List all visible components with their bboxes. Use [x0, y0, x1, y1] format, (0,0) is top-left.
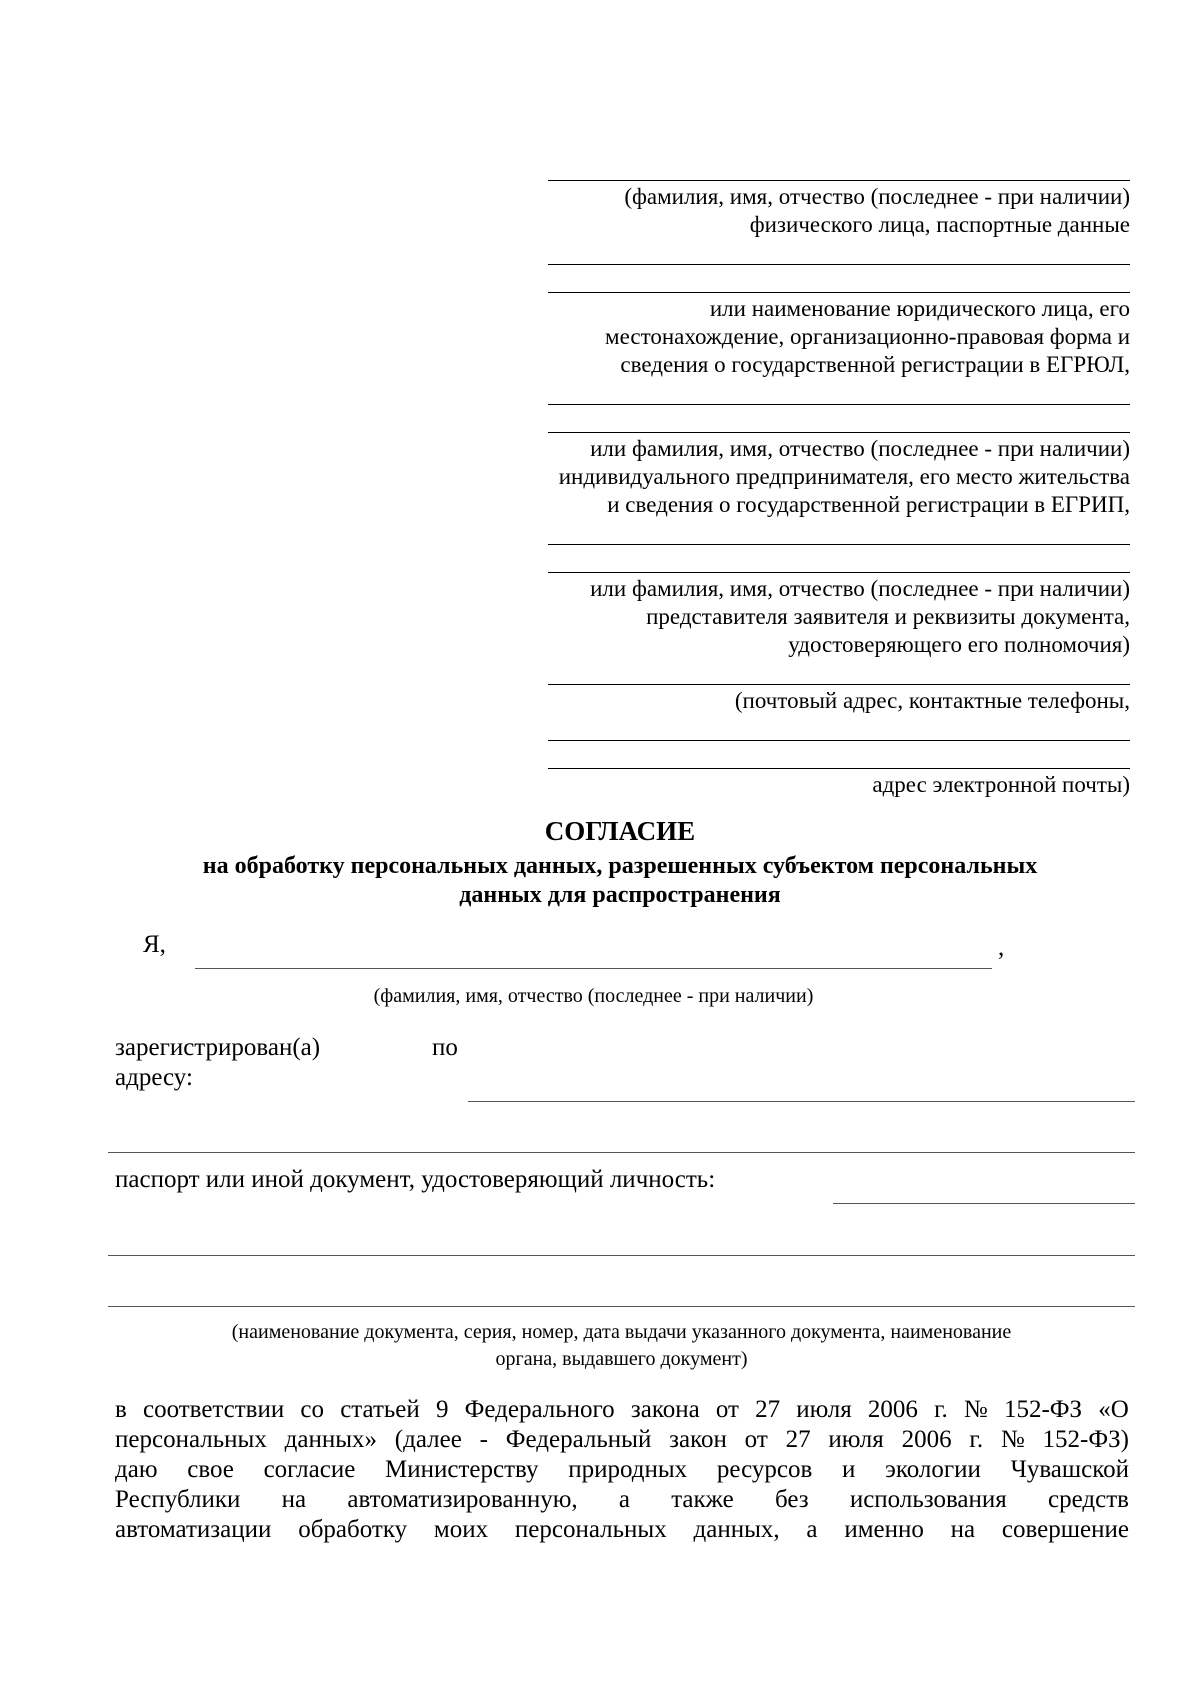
document-hint-2: органа, выдавшего документ): [495, 1348, 748, 1370]
entrepreneur-caption-3: и сведения о государственной регистрации в ЕГРИП,: [607, 492, 1130, 517]
passport-input-line-2[interactable]: [108, 1255, 1135, 1256]
paragraph-word: Федерального: [464, 1396, 615, 1423]
legal-entity-fill-line-1[interactable]: [548, 404, 1130, 405]
document-title: СОГЛАСИЕ: [544, 816, 696, 846]
entrepreneur-caption-1: или фамилия, имя, отчество (последнее - при наличии): [590, 436, 1130, 461]
representative-caption-3: удостоверяющего его полномочия): [788, 632, 1130, 657]
paragraph-word: статьей: [340, 1396, 420, 1423]
legal-entity-caption-3: сведения о государственной регистрации в ЕГРЮЛ,: [620, 352, 1130, 377]
paragraph-word: использования: [849, 1486, 1007, 1513]
paragraph-word: в: [115, 1396, 127, 1423]
paragraph-word: 9: [435, 1396, 449, 1423]
paragraph-word: свое: [187, 1456, 234, 1483]
paragraph-word: от: [744, 1426, 768, 1453]
passport-input-line-3[interactable]: [108, 1306, 1135, 1307]
consent-paragraph: [115, 1395, 1129, 1545]
paragraph-word: природных: [568, 1456, 688, 1483]
paragraph-word: Республики: [115, 1486, 241, 1513]
paragraph-word: а: [618, 1486, 630, 1513]
paragraph-word: соответствии: [142, 1396, 285, 1423]
paragraph-word: «О: [1098, 1396, 1129, 1423]
paragraph-word: автоматизированную,: [347, 1486, 578, 1513]
paragraph-word: персональных: [115, 1426, 267, 1453]
legal-entity-fill-line-2[interactable]: [548, 432, 1130, 433]
legal-entity-caption-1: или наименование юридического лица, его: [709, 296, 1130, 321]
registered-label: зарегистрирован(а): [115, 1034, 321, 1061]
paragraph-word: июля: [828, 1426, 884, 1453]
paragraph-word: именно: [844, 1516, 924, 1543]
paragraph-line: [115, 1395, 1129, 1425]
paragraph-word: Министерству: [385, 1456, 539, 1483]
paragraph-word: данных»: [284, 1426, 377, 1453]
paragraph-word: персональных: [514, 1516, 667, 1543]
document-hint-1: (наименование документа, серия, номер, дата выдачи указанного документа, наименование: [231, 1321, 1012, 1343]
document-subtitle-2: данных для распространения: [459, 882, 781, 908]
legal-entity-caption-2: местонахождение, организационно-правовая форма и: [605, 324, 1130, 349]
paragraph-word: 27: [785, 1426, 811, 1453]
paragraph-word: 152-ФЗ): [1042, 1426, 1129, 1453]
entrepreneur-fill-line-2[interactable]: [548, 572, 1130, 573]
paragraph-word: автоматизации: [115, 1516, 272, 1543]
paragraph-word: средств: [1048, 1486, 1129, 1513]
paragraph-word: со: [300, 1396, 325, 1423]
paragraph-word: данных,: [693, 1516, 780, 1543]
entrepreneur-caption-2: индивидуального предпринимателя, его место жительства: [558, 464, 1130, 489]
full-name-input-line[interactable]: [195, 968, 992, 969]
address-input-line-1[interactable]: [468, 1101, 1135, 1102]
paragraph-word: от: [715, 1396, 739, 1423]
paragraph-word: июля: [796, 1396, 852, 1423]
comma-label: ,: [998, 934, 1005, 961]
paragraph-word: а: [806, 1516, 818, 1543]
paragraph-word: закона: [630, 1396, 700, 1423]
passport-input-line-1[interactable]: [833, 1203, 1135, 1204]
postal-caption: (почтовый адрес, контактные телефоны,: [734, 688, 1130, 713]
paragraph-word: 27: [755, 1396, 781, 1423]
paragraph-word: совершение: [1001, 1516, 1129, 1543]
fio-caption-2: физического лица, паспортные данные: [749, 212, 1130, 237]
paragraph-word: даю: [115, 1456, 158, 1483]
representative-caption-1: или фамилия, имя, отчество (последнее - при наличии): [590, 576, 1130, 601]
paragraph-word: 152-ФЗ: [1003, 1396, 1083, 1423]
document-subtitle-1: на обработку персональных данных, разрешенных субъектом персональных: [202, 853, 1038, 879]
paragraph-word: согласие: [263, 1456, 356, 1483]
paragraph-line: [115, 1485, 1129, 1515]
paragraph-word: -: [479, 1426, 488, 1453]
postal-fill-line-1[interactable]: [548, 740, 1130, 741]
paragraph-word: г.: [969, 1426, 984, 1453]
paragraph-word: Федеральный: [505, 1426, 652, 1453]
paragraph-word: моих: [433, 1516, 489, 1543]
address-input-line-2[interactable]: [108, 1152, 1135, 1153]
paragraph-word: закон: [669, 1426, 727, 1453]
paragraph-word: (далее: [394, 1426, 462, 1453]
paragraph-word: 2006: [867, 1396, 918, 1423]
passport-fill-line-2[interactable]: [548, 292, 1130, 293]
paragraph-word: №: [963, 1396, 988, 1423]
paragraph-word: обработку: [298, 1516, 408, 1543]
paragraph-word: №: [1000, 1426, 1025, 1453]
fio-caption: (фамилия, имя, отчество (последнее - при наличии): [624, 184, 1130, 209]
paragraph-line: [115, 1515, 1129, 1545]
passport-fill-line-1[interactable]: [548, 264, 1130, 265]
paragraph-line: [115, 1425, 1129, 1455]
entrepreneur-fill-line-1[interactable]: [548, 544, 1130, 545]
representative-caption-2: представителя заявителя и реквизиты документа,: [646, 604, 1130, 629]
address-label: адресу:: [115, 1064, 193, 1091]
paragraph-word: также: [671, 1486, 734, 1513]
i-label: Я,: [143, 931, 166, 958]
paragraph-word: Чувашской: [1010, 1456, 1129, 1483]
paragraph-word: без: [774, 1486, 809, 1513]
paragraph-word: на: [950, 1516, 976, 1543]
po-label: по: [432, 1034, 458, 1061]
passport-label: паспорт или иной документ, удостоверяющий личность:: [115, 1166, 716, 1193]
paragraph-word: ресурсов: [716, 1456, 813, 1483]
fio-fill-line[interactable]: [548, 180, 1130, 181]
postal-fill-line-2[interactable]: [548, 768, 1130, 769]
paragraph-word: и: [841, 1456, 856, 1483]
paragraph-word: на: [281, 1486, 307, 1513]
representative-fill-line[interactable]: [548, 684, 1130, 685]
email-caption: адрес электронной почты): [872, 772, 1130, 797]
paragraph-word: 2006: [901, 1426, 952, 1453]
paragraph-word: экологии: [885, 1456, 981, 1483]
full-name-hint: (фамилия, имя, отчество (последнее - при наличии): [373, 985, 814, 1007]
paragraph-line: [115, 1455, 1129, 1485]
paragraph-word: г.: [934, 1396, 948, 1423]
